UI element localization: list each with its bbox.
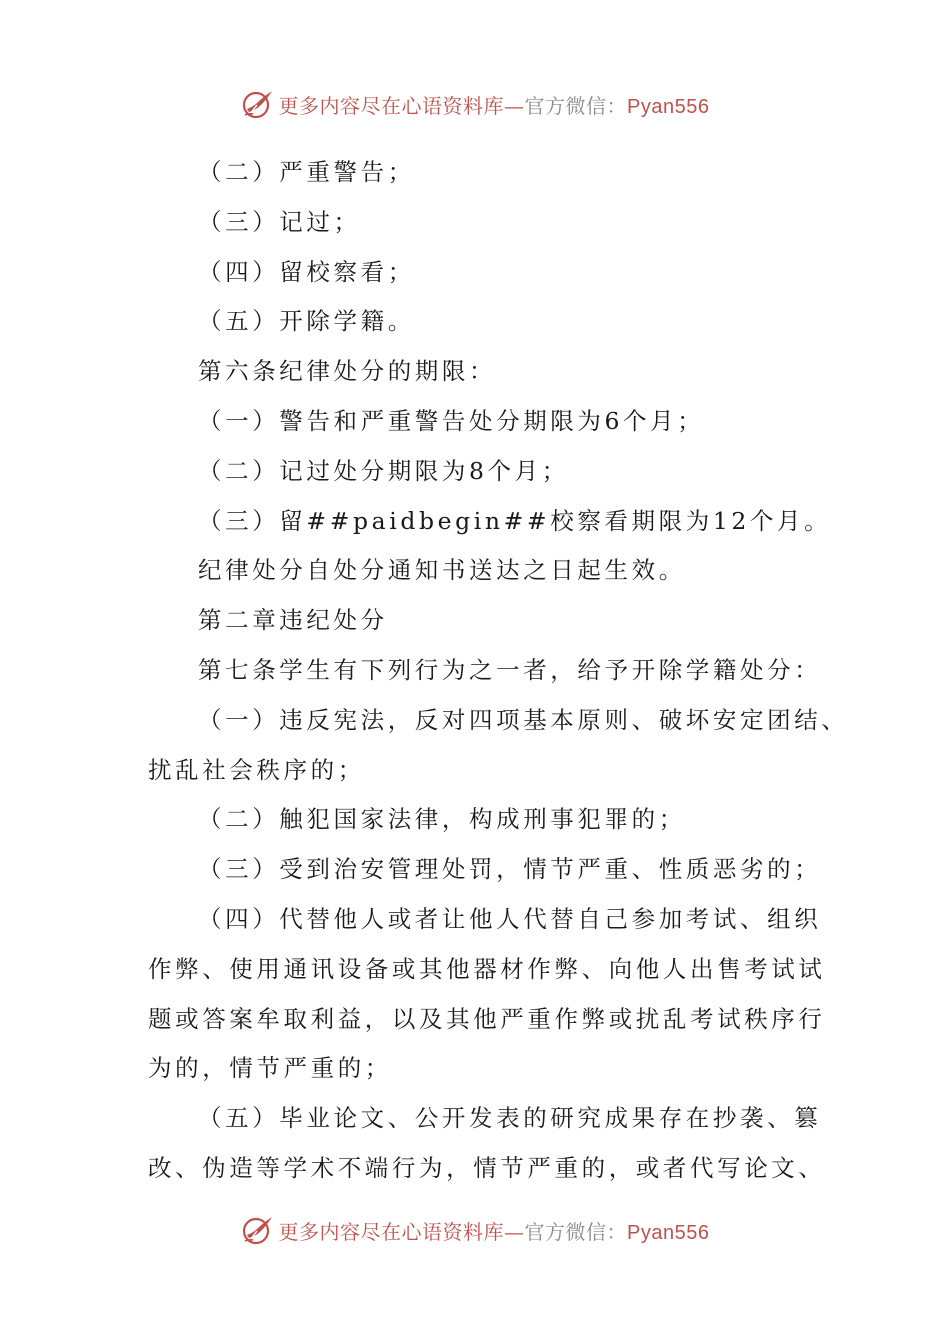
paragraph-line: （一）警告和严重警告处分期限为6个月； <box>198 406 705 435</box>
document-body <box>148 148 849 1194</box>
paragraph-line: （二）触犯国家法律，构成刑事犯罪的； <box>198 805 686 834</box>
paragraph-line: 为的，情节严重的； <box>148 1054 392 1083</box>
footer-banner <box>0 1208 950 1252</box>
article-heading: 第六条纪律处分的期限： <box>198 357 497 386</box>
banner-text <box>279 90 710 119</box>
banner-dash: — <box>504 1219 525 1244</box>
article-heading: 第七条学生有下列行为之一者，给予开除学籍处分： <box>198 655 822 684</box>
paragraph-line: （五）毕业论文、公开发表的研究成果存在抄袭、篡 <box>198 1104 822 1133</box>
banner-brand: 更多内容尽在心语资料库 <box>278 1219 505 1244</box>
banner-dash: — <box>504 93 525 118</box>
banner-brand: 更多内容尽在心语资料库 <box>278 93 505 118</box>
banner-wechat-id: Pyan556 <box>627 95 710 118</box>
paragraph-line: 作弊、使用通讯设备或其他器材作弊、向他人出售考试试 <box>148 954 826 983</box>
paragraph-line: （三）受到治安管理处罚，情节严重、性质恶劣的； <box>198 855 822 884</box>
paragraph-line: （一）违反宪法，反对四项基本原则、破坏安定团结、 <box>198 705 849 734</box>
banner-text <box>279 1216 710 1245</box>
paragraph-line: （三）记过； <box>198 207 361 236</box>
banner-official-label: 官方微信： <box>524 1219 628 1244</box>
banner-official-label: 官方微信： <box>524 93 628 118</box>
paragraph-line: （三）留##paidbegin##校察看期限为12个月。 <box>198 506 832 535</box>
paragraph-line: 题或答案牟取利益，以及其他严重作弊或扰乱考试秩序行 <box>148 1004 826 1033</box>
quill-logo-icon <box>241 1213 275 1247</box>
paragraph-line: 改、伪造等学术不端行为，情节严重的，或者代写论文、 <box>148 1153 826 1182</box>
paragraph-line: （四）留校察看； <box>198 257 415 286</box>
chapter-heading: 第二章违纪处分 <box>198 606 388 635</box>
paragraph-line: （二）严重警告； <box>198 158 415 186</box>
quill-logo-icon <box>241 87 275 121</box>
paragraph-line: 扰乱社会秩序的； <box>148 755 365 784</box>
paragraph-line: （二）记过处分期限为8个月； <box>198 456 569 485</box>
paragraph-line: （四）代替他人或者让他人代替自己参加考试、组织 <box>198 904 822 933</box>
header-banner <box>0 82 950 126</box>
paragraph-line: （五）开除学籍。 <box>198 307 415 336</box>
paragraph-line: 纪律处分自处分通知书送达之日起生效。 <box>198 556 686 585</box>
banner-wechat-id: Pyan556 <box>627 1221 710 1244</box>
